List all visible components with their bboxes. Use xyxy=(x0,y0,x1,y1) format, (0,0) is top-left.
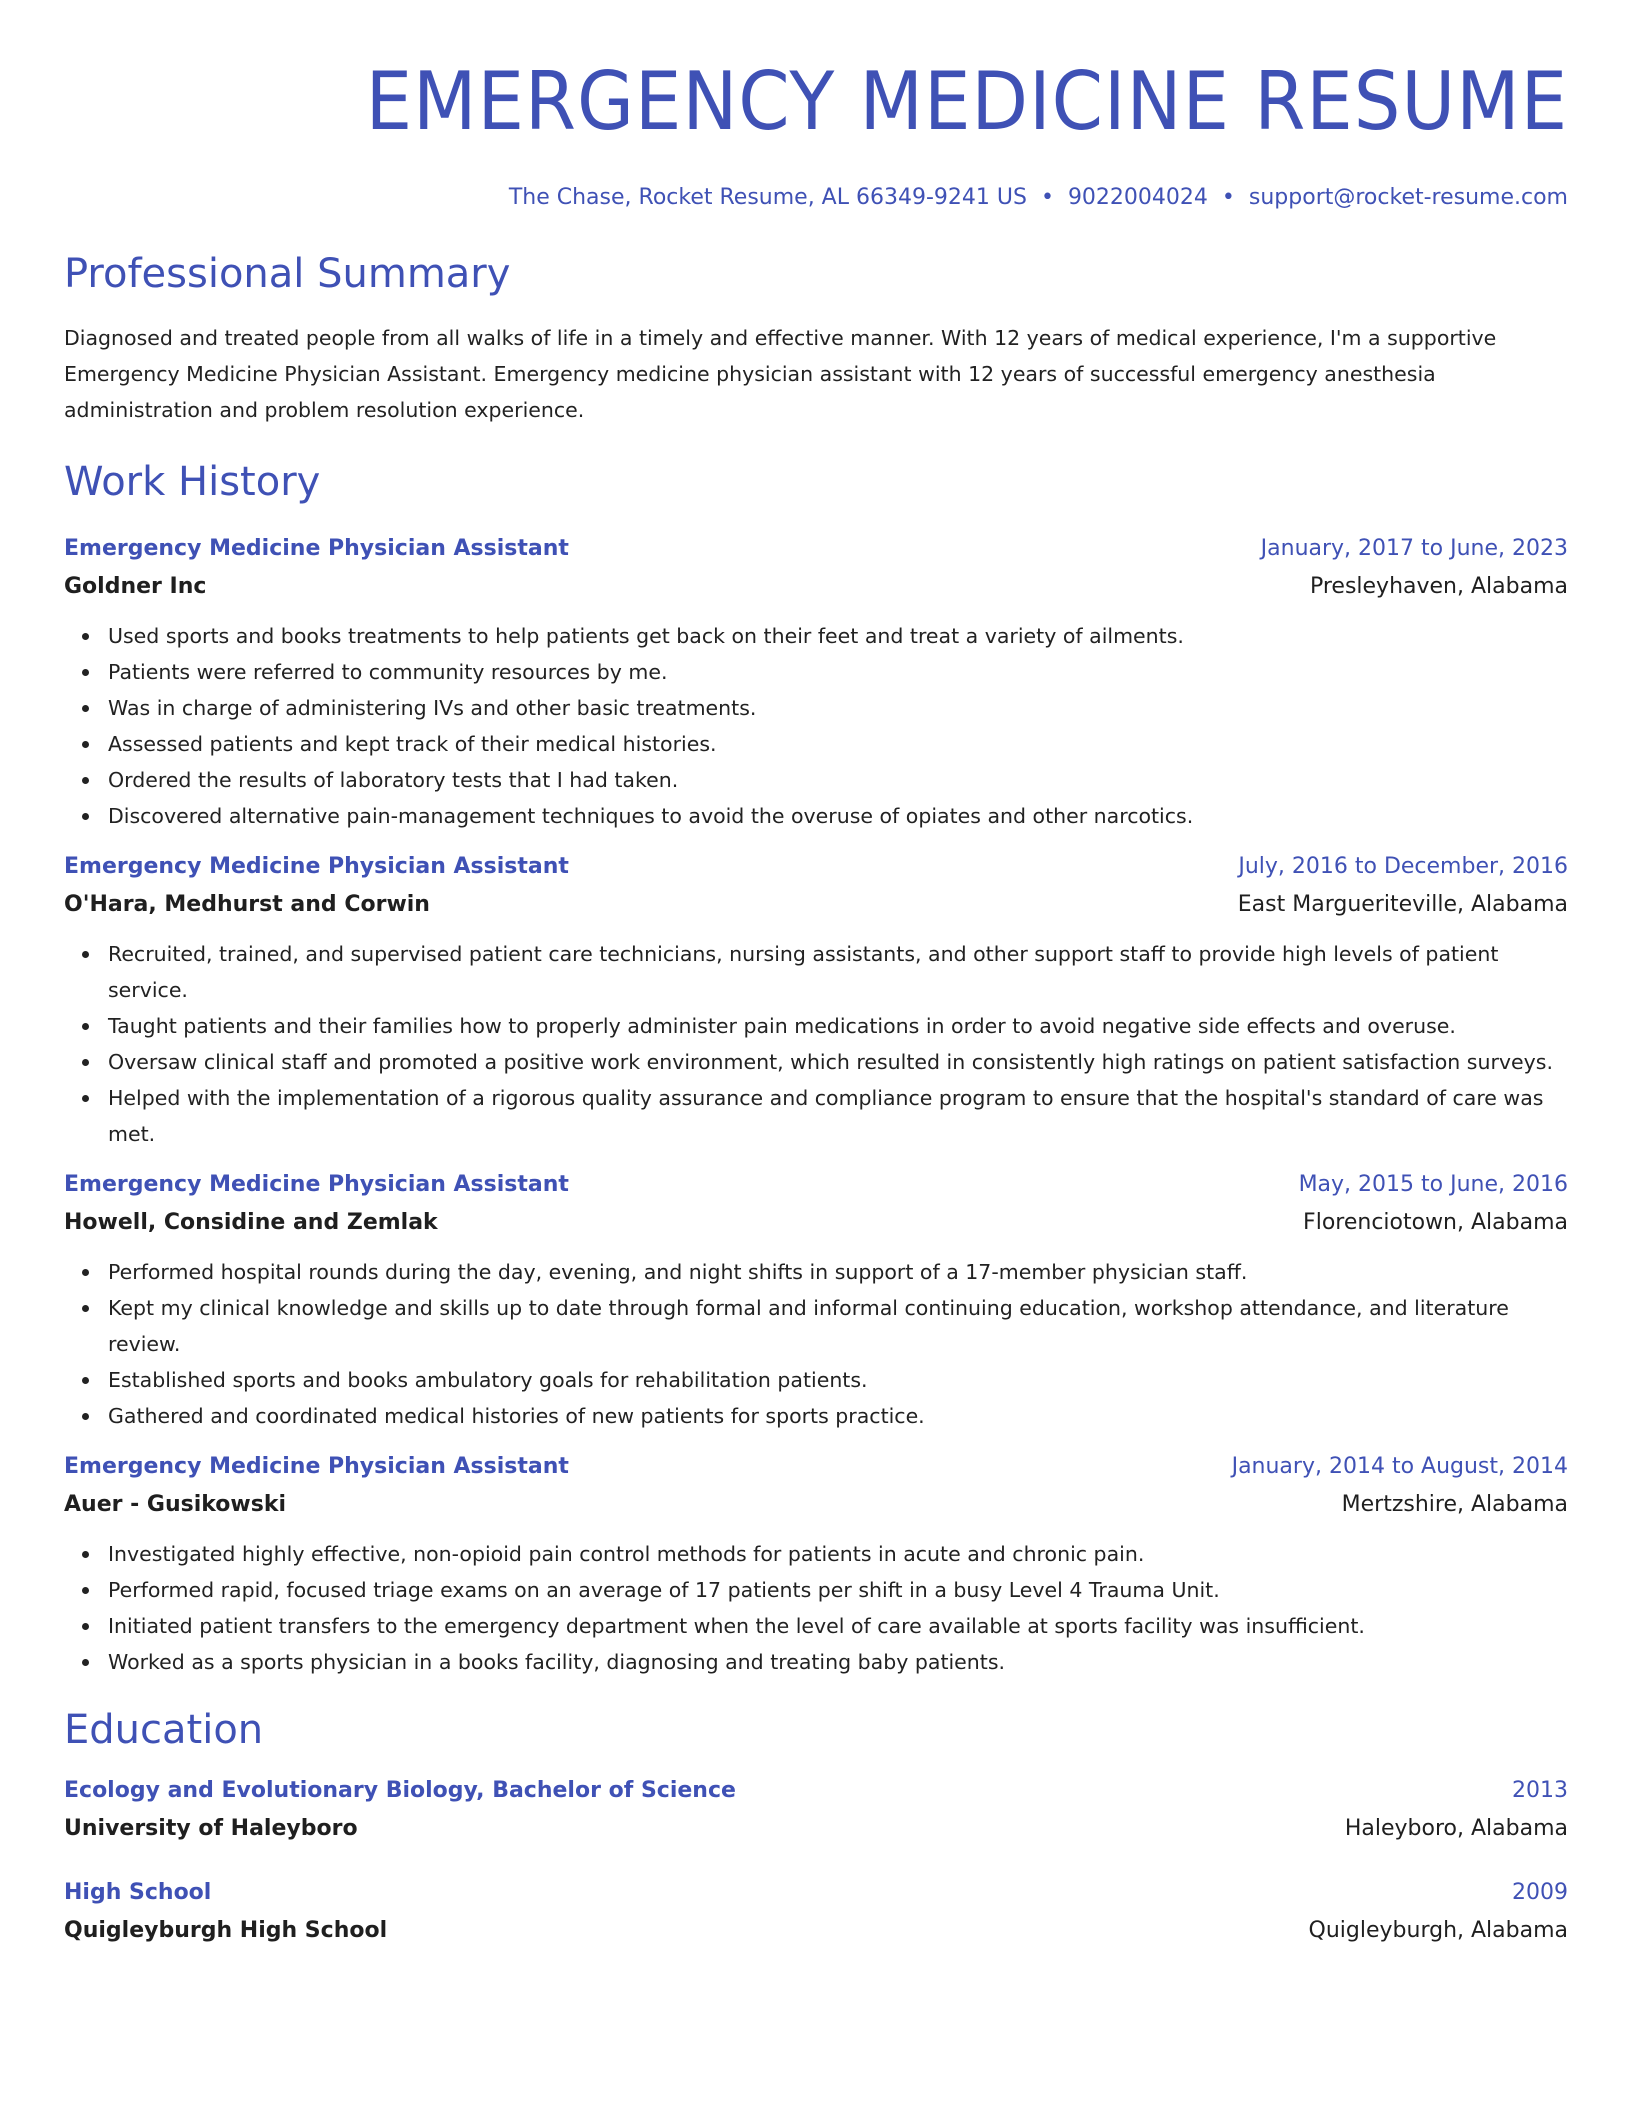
education-degree: Ecology and Evolutionary Biology, Bachelor of Science xyxy=(64,1778,736,1803)
job-bullets xyxy=(64,936,1568,1152)
job-company: O'Hara, Medhurst and Corwin xyxy=(64,892,430,917)
job-dates: May, 2015 to June, 2016 xyxy=(1298,1172,1568,1197)
job-dates: July, 2016 to December, 2016 xyxy=(1238,854,1568,879)
job-bullet: Worked as a sports physician in a books facility, diagnosing and treating baby patients. xyxy=(108,1644,1568,1680)
job-company: Goldner Inc xyxy=(64,574,207,599)
job-location: Florenciotown, Alabama xyxy=(1303,1210,1568,1235)
job-location: Presleyhaven, Alabama xyxy=(1309,574,1568,599)
job-bullet: Gathered and coordinated medical histories of new patients for sports practice. xyxy=(108,1398,1568,1434)
job-entry xyxy=(64,1166,1568,1434)
work-history-heading: Work History xyxy=(64,459,321,505)
job-bullets xyxy=(64,1254,1568,1434)
job-role: Emergency Medicine Physician Assistant xyxy=(64,854,569,879)
job-bullet: Kept my clinical knowledge and skills up to date through formal and informal continuing education, workshop attendance, and literature review. xyxy=(108,1290,1568,1362)
education-year: 2009 xyxy=(1512,1880,1568,1905)
job-bullet: Used sports and books treatments to help patients get back on their feet and treat a variety of ailments. xyxy=(108,618,1568,654)
contact-separator: • xyxy=(1040,185,1054,210)
contact-phone: 9022004024 xyxy=(1067,185,1208,210)
job-bullets xyxy=(64,1536,1568,1680)
job-entry xyxy=(64,530,1568,834)
job-role: Emergency Medicine Physician Assistant xyxy=(64,1454,569,1479)
job-location: East Margueriteville, Alabama xyxy=(1237,892,1568,917)
job-company: Howell, Considine and Zemlak xyxy=(64,1210,438,1235)
contact-address: The Chase, Rocket Resume, AL 66349-9241 US xyxy=(508,185,1027,210)
job-bullet: Patients were referred to community resources by me. xyxy=(108,654,1568,690)
education-entry xyxy=(64,1874,1568,1950)
resume-title: EMERGENCY MEDICINE RESUME xyxy=(365,55,1568,148)
job-bullet: Was in charge of administering IVs and other basic treatments. xyxy=(108,690,1568,726)
summary-text: Diagnosed and treated people from all walks of life in a timely and effective manner. With 12 years of medical experience, I'm a supportive Emergency Medicine Physician Assistant. Emergency medicine physician assistant with 12 years of successful emergency anesthesia administration and problem resolution experience. xyxy=(64,326,1497,422)
education-degree: High School xyxy=(64,1880,212,1905)
education-year: 2013 xyxy=(1512,1778,1568,1803)
job-bullet: Taught patients and their families how to properly administer pain medications in order to avoid negative side effects and overuse. xyxy=(108,1008,1568,1044)
job-entry xyxy=(64,848,1568,1152)
job-dates: January, 2014 to August, 2014 xyxy=(1231,1454,1568,1479)
job-bullet: Ordered the results of laboratory tests that I had taken. xyxy=(108,762,1568,798)
job-bullet: Recruited, trained, and supervised patient care technicians, nursing assistants, and other support staff to provide high levels of patient service. xyxy=(108,936,1568,1008)
job-dates: January, 2017 to June, 2023 xyxy=(1260,536,1568,561)
education-school: University of Haleyboro xyxy=(64,1816,358,1841)
job-location: Mertzshire, Alabama xyxy=(1341,1492,1568,1517)
job-bullet: Performed hospital rounds during the day, evening, and night shifts in support of a 17-member physician staff. xyxy=(108,1254,1568,1290)
job-role: Emergency Medicine Physician Assistant xyxy=(64,1172,569,1197)
contact-line xyxy=(64,180,1568,216)
job-bullet: Established sports and books ambulatory goals for rehabilitation patients. xyxy=(108,1362,1568,1398)
job-bullet: Helped with the implementation of a rigorous quality assurance and compliance program to ensure that the hospital's standard of care was met. xyxy=(108,1080,1568,1152)
job-entry xyxy=(64,1448,1568,1680)
job-bullet: Investigated highly effective, non-opioid pain control methods for patients in acute and chronic pain. xyxy=(108,1536,1568,1572)
job-company: Auer - Gusikowski xyxy=(64,1492,287,1517)
education-heading: Education xyxy=(64,1707,264,1753)
summary-heading: Professional Summary xyxy=(64,251,511,297)
education-entry xyxy=(64,1772,1568,1848)
job-bullet: Assessed patients and kept track of their medical histories. xyxy=(108,726,1568,762)
education-location: Quigleyburgh, Alabama xyxy=(1308,1918,1568,1943)
education-school: Quigleyburgh High School xyxy=(64,1918,388,1943)
contact-email: support@rocket-resume.com xyxy=(1248,185,1568,210)
job-role: Emergency Medicine Physician Assistant xyxy=(64,536,569,561)
job-bullet: Performed rapid, focused triage exams on an average of 17 patients per shift in a busy Level 4 Trauma Unit. xyxy=(108,1572,1568,1608)
contact-separator: • xyxy=(1221,185,1235,210)
job-bullet: Initiated patient transfers to the emergency department when the level of care available at sports facility was insufficient. xyxy=(108,1608,1568,1644)
job-bullet: Oversaw clinical staff and promoted a positive work environment, which resulted in consistently high ratings on patient satisfaction surveys. xyxy=(108,1044,1568,1080)
job-bullet: Discovered alternative pain-management techniques to avoid the overuse of opiates and other narcotics. xyxy=(108,798,1568,834)
education-location: Haleyboro, Alabama xyxy=(1344,1816,1568,1841)
job-bullets xyxy=(64,618,1568,834)
